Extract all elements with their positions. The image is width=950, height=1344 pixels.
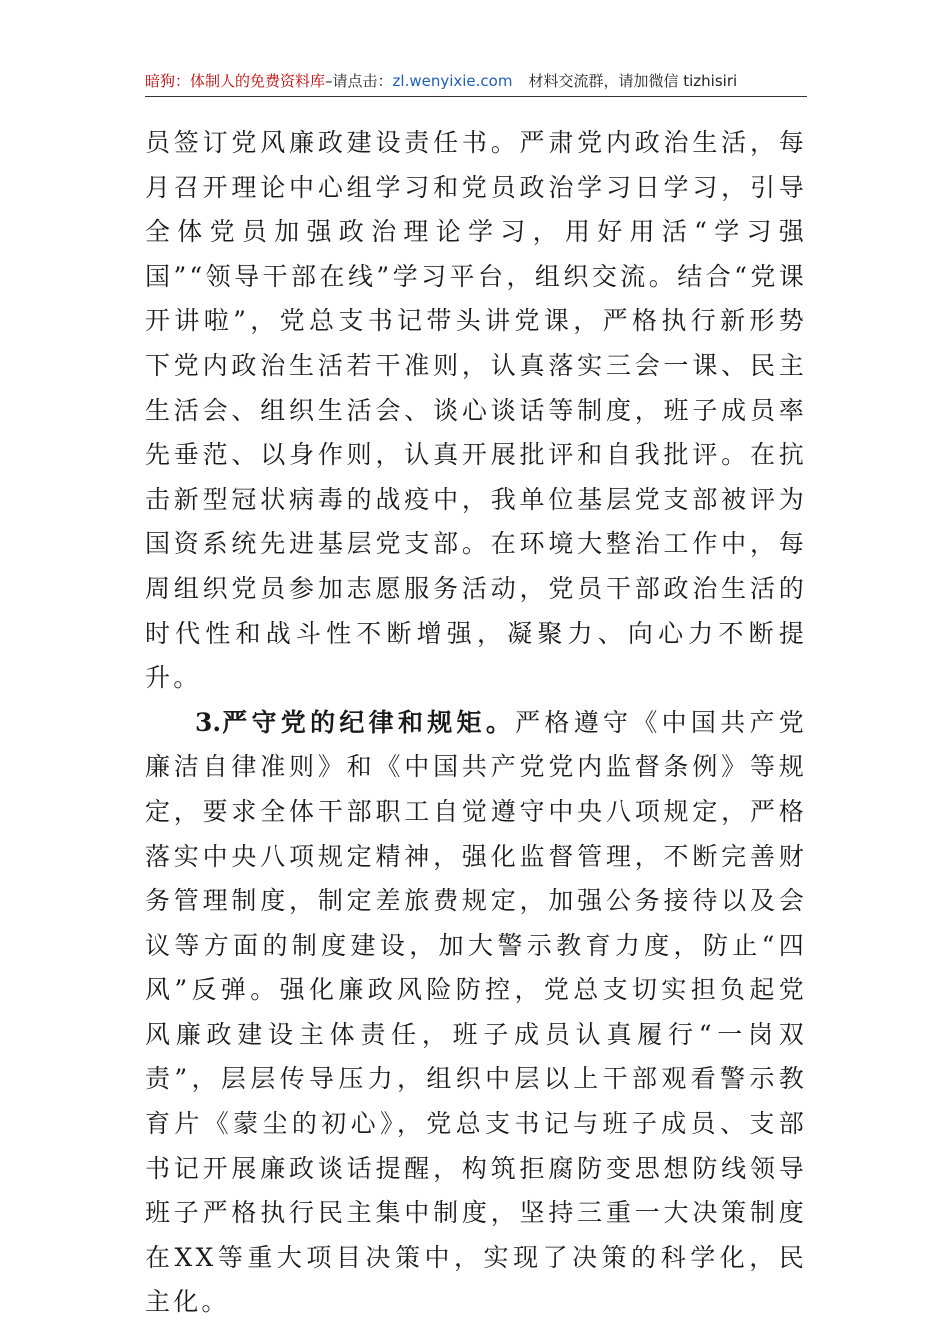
paragraph-1: 员签订党风廉政建设责任书。严肃党内政治生活，每月召开理论中心组学习和党员政治学习日学习，引导全体党员加强政治理论学习，用好用活“学习强国”“领导干部在线”学习平台，组织交流。结合“党课开讲啦”，党总支书记带头讲党课，严格执行新形势下党内政治生活若干准则，认真落实三会一课、民主生活会、组织生活会、谈心谈话等制度，班子成员率先垂范、以身作则，认真开展批评和自我批评。在抗击新型冠状病毒的战疫中，我单位基层党支部被评为国资系统先进基层党支部。在环境大整治工作中，每周组织党员参加志愿服务活动，党员干部政治生活的时代性和战斗性不断增强，凝聚力、向心力不断提升。	[145, 128, 807, 693]
header-divider	[145, 96, 807, 97]
page-header	[145, 66, 807, 96]
paragraph-2	[145, 701, 807, 1325]
paragraph-2-text: 严格遵守《中国共产党廉洁自律准则》和《中国共产党党内监督条例》等规定，要求全体干部职工自觉遵守中央八项规定，严格落实中央八项规定精神，强化监督管理，不断完善财务管理制度，制定差旅费规定，加强公务接待以及会议等方面的制度建设，加大警示教育力度，防止“四风”反弹。强化廉政风险防控，党总支切实担负起党风廉政建设主体责任，班子成员认真履行“一岗双责”，层层传导压力，组织中层以上干部观看警示教育片《蒙尘的初心》，党总支书记与班子成员、支部书记开展廉政谈话提醒，构筑拒腐防变思想防线领导班子严格执行民主集中制度，坚持三重一大决策制度在XX等重大项目决策中，实现了决策的科学化，民主化。	[145, 707, 807, 1317]
section-number: 3.	[195, 707, 222, 737]
header-brand: 暗狗：体制人的免费资料库	[145, 72, 326, 90]
header-link[interactable]: zl.wenyixie.com	[392, 72, 513, 90]
header-contact: 材料交流群，请加微信 tizhisiri	[528, 72, 738, 90]
document-body	[145, 121, 807, 1325]
section-heading: 严守党的纪律和规矩。	[221, 707, 516, 737]
header-prompt: –请点击：	[325, 72, 393, 90]
